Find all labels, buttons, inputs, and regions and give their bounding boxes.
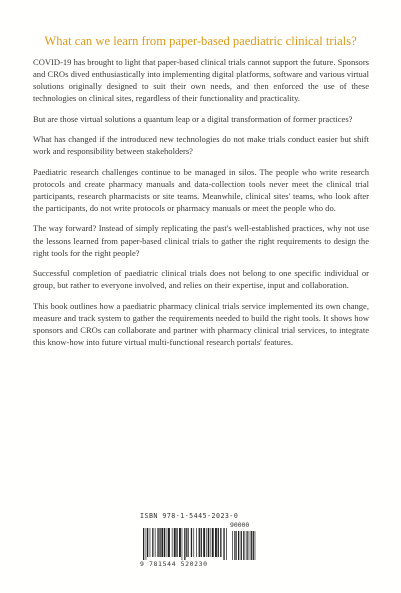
back-cover-headline: What can we learn from paper-based paediatric clinical trials? xyxy=(44,34,357,48)
price-code: 90000 xyxy=(230,521,250,529)
blurb-paragraph-2: But are those virtual solutions a quantum leap or a digital transformation of former practices? xyxy=(33,113,353,124)
blurb-body xyxy=(33,56,369,356)
isbn-barcode xyxy=(140,512,258,566)
blurb-paragraph-1: COVID-19 has brought to light that paper-based clinical trials cannot support the future. Sponsors and CROs dived enthusiastically into implementing digital platforms, software and various virtual solutions originally designed to suit their own needs, and then enforced the use of these technologies on clinical sites, regardless of their functionality and practicality. xyxy=(33,57,369,104)
blurb-paragraph-3: What has changed if the introduced new technologies do not make trials conduct easier but shift work and responsibility between stakeholders? xyxy=(33,134,369,157)
barcode-bars-icon xyxy=(140,528,258,560)
blurb-paragraph-7: This book outlines how a paediatric pharmacy clinical trials service implemented its own change, measure and track system to gather the requirements needed to build the right tools. It shows how sponsors and CROs can collaborate and partner with pharmacy clinical trial services, to integrate this know-how into future virtual multi-functional research portals' features. xyxy=(33,300,369,348)
isbn-label: ISBN 978-1-5445-2023-0 xyxy=(140,512,239,520)
blurb-paragraph-6: Successful completion of paediatric clinical trials does not belong to one specific individual or group, but rather to everyone involved, and relies on their expertise, input and collaboration. xyxy=(33,268,369,291)
blurb-paragraph-5: The way forward? Instead of simply replicating the past's well-established practices, why not use the lessons learned from paper-based clinical trials to gather the right requirements to design the right tools for the right people? xyxy=(33,223,369,258)
blurb-paragraph-4: Paediatric research challenges continue to be managed in silos. The people who write research protocols and create pharmacy manuals and data-collection tools never meet the clinical trial participants, research pharmacists or site teams. Meanwhile, clinical sites' teams, who look after the participants, do not write protocols or pharmacy manuals or meet the people who do. xyxy=(33,166,369,214)
barcode-digits: 9 781544 520230 xyxy=(140,560,208,568)
